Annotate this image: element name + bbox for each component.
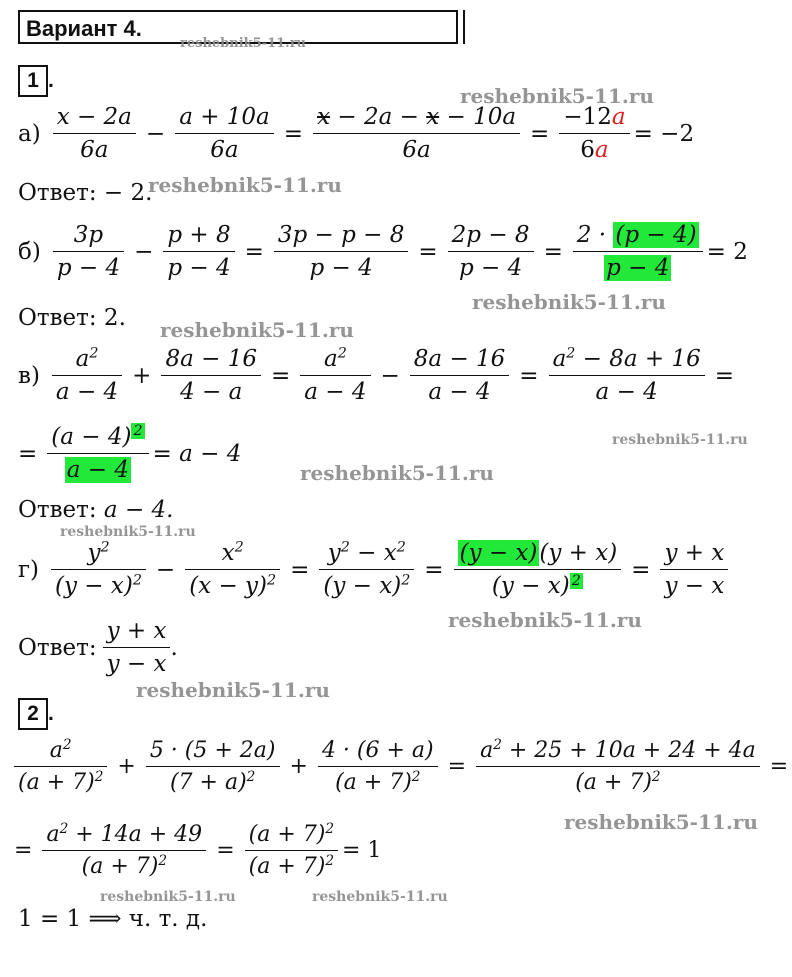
task1v-result: = a − 4 <box>152 440 242 467</box>
fraction: $\frac{(a - 4) ^2}{a - 4}$ <box>47 424 148 484</box>
fraction: $\frac{a^2}{a - 4}$ <box>300 346 370 406</box>
fraction: $\frac{y^2 - x^2}{(y - x)^2}$ <box>319 540 414 600</box>
task1v-line1: в) $\frac{a^2}{a - 4}$ + $\frac{8a - 16}{4 - a}$ = $\frac{a^2}{a - 4}$ − $\frac{8a - 16}{a - 4}$ = $\frac{a^2 - 8a + 16}{a - 4}$ = <box>18 345 735 406</box>
fraction: $\frac{a^2 + 14a + 49}{(a + 7)^2}$ <box>42 822 206 880</box>
watermark: reshebnik5-11.ru <box>148 173 342 197</box>
task1b-answer: Ответ: 2. <box>18 305 126 331</box>
fraction: $\frac{2p - 8}{p - 4}$ <box>448 222 534 282</box>
task1g-answer: Ответ: $\frac{y + x}{y - x}$ . <box>18 618 178 678</box>
task1-number: 1 . <box>18 65 54 97</box>
watermark: reshebnik5-11.ru <box>564 810 758 834</box>
header-border-right <box>459 10 465 44</box>
task2-conclusion: 1 = 1 ⟹ ч. т. д. <box>18 906 208 932</box>
fraction: $\frac{2 \cdot (p - 4)}{p - 4}$ <box>573 222 703 282</box>
watermark: reshebnik5-11.ru <box>448 608 642 632</box>
fraction: $\frac{y + x}{y - x}$ <box>103 618 171 678</box>
watermark: reshebnik5-11.ru <box>100 889 236 905</box>
watermark: reshebnik5-11.ru <box>312 889 448 905</box>
fraction: $\frac{a^2}{(a + 7)^2}$ <box>14 738 107 796</box>
fraction: $\frac{a^2 + 25 + 10a + 24 + 4a}{(a + 7)^2}$ <box>476 738 760 796</box>
watermark: reshebnik5-11.ru <box>460 84 654 108</box>
task1v-answer: Ответ: a − 4. <box>18 497 174 523</box>
fraction: $\frac{8a - 16}{4 - a}$ <box>161 346 261 406</box>
task1v-line2: = $\frac{(a - 4) ^2}{a - 4}$ = a − 4 <box>18 423 242 484</box>
task2-line1: $\frac{a^2}{(a + 7)^2}$ + $\frac{5 \cdot (5 + 2a)}{(7 + a)^2}$ + $\frac{4 \cdot (6 + a)}{(a + 7)^2}$ = $\frac{a^2 + 25 + 10a + 24 + 4a}{(a + 7)^2}$ = <box>14 738 788 796</box>
task2-result: = 1 <box>342 838 382 864</box>
fraction: $\frac{5 \cdot (5 + 2a)}{(7 + a)^2}$ <box>146 738 280 796</box>
fraction: $\frac{a^2 - 8a + 16}{a - 4}$ <box>549 346 705 406</box>
task2-line2: = $\frac{a^2 + 14a + 49}{(a + 7)^2}$ = $\frac{(a + 7)^2}{(a + 7)^2}$ = 1 <box>14 820 382 880</box>
fraction: $\frac{a^2}{a - 4}$ <box>52 346 122 406</box>
fraction: $\frac{4 \cdot (6 + a)}{(a + 7)^2}$ <box>318 738 438 796</box>
task1b-line: б) $\frac{3p}{p - 4}$ − $\frac{p + 8}{p - 4}$ = $\frac{3p - p - 8}{p - 4}$ = $\frac{2p - 8}{p - 4}$ = $\frac{2 \cdot (p - 4)}{p - 4}$ = 2 <box>18 222 748 282</box>
fraction: $\frac{(a + 7)^2}{(a + 7)^2}$ <box>245 822 338 880</box>
task1g-line: г) $\frac{y^2}{(y - x)^2}$ − $\frac{x^2}{(x - y)^2}$ = $\frac{y^2 - x^2}{(y - x)^2}$ = $\frac{(y - x)(y + x)}{(y - x) ^2}$ = $\frac{y + x}{y - x}$ <box>18 540 732 600</box>
watermark: reshebnik5-11.ru <box>60 524 196 540</box>
fraction: $\frac{8a - 16}{a - 4}$ <box>410 346 510 406</box>
task1g-label: г) <box>18 556 40 583</box>
variant-title: Вариант 4 <box>26 16 136 41</box>
task1a-answer: Ответ: − 2. <box>18 180 153 206</box>
task2-number: 2 . <box>18 698 54 730</box>
watermark: reshebnik5-11.ru <box>160 318 354 342</box>
task1v-label: в) <box>18 362 40 389</box>
task1a-result: = −2 <box>633 120 695 147</box>
fraction: $\frac{3p}{p - 4}$ <box>53 222 124 282</box>
fraction: $\frac{x - 2a}{6a}$ <box>53 104 136 164</box>
fraction: $\frac{y^2}{(y - x)^2}$ <box>51 540 146 600</box>
watermark: reshebnik5-11.ru <box>472 290 666 314</box>
watermark: reshebnik5-11.ru <box>300 461 494 485</box>
task1a-line: а) $\frac{x - 2a}{6a}$ − $\frac{a + 10a}{6a}$ = $\frac{x - 2a - x - 10a}{6a}$ = $\frac{-12a}{6a}$ = −2 <box>18 104 695 164</box>
fraction: $\frac{(y - x)(y + x)}{(y - x) ^2}$ <box>454 540 622 600</box>
fraction: $\frac{3p - p - 8}{p - 4}$ <box>274 222 409 282</box>
fraction: $\frac{x - 2a - x - 10a}{6a}$ <box>313 104 520 164</box>
fraction: $\frac{y + x}{y - x}$ <box>660 540 728 600</box>
task1b-label: б) <box>18 238 41 265</box>
fraction: $\frac{-12a}{6a}$ <box>559 104 629 164</box>
watermark: reshebnik5-11.ru <box>180 36 307 51</box>
watermark: reshebnik5-11.ru <box>136 678 330 702</box>
fraction: $\frac{p + 8}{p - 4}$ <box>163 222 234 282</box>
variant-header: Вариант 4. <box>18 10 458 44</box>
fraction: $\frac{x^2}{(x - y)^2}$ <box>185 540 280 600</box>
fraction: $\frac{a + 10a}{6a}$ <box>175 104 274 164</box>
watermark: reshebnik5-11.ru <box>612 432 748 448</box>
task1b-result: = 2 <box>706 238 748 265</box>
task1a-label: а) <box>18 120 41 147</box>
